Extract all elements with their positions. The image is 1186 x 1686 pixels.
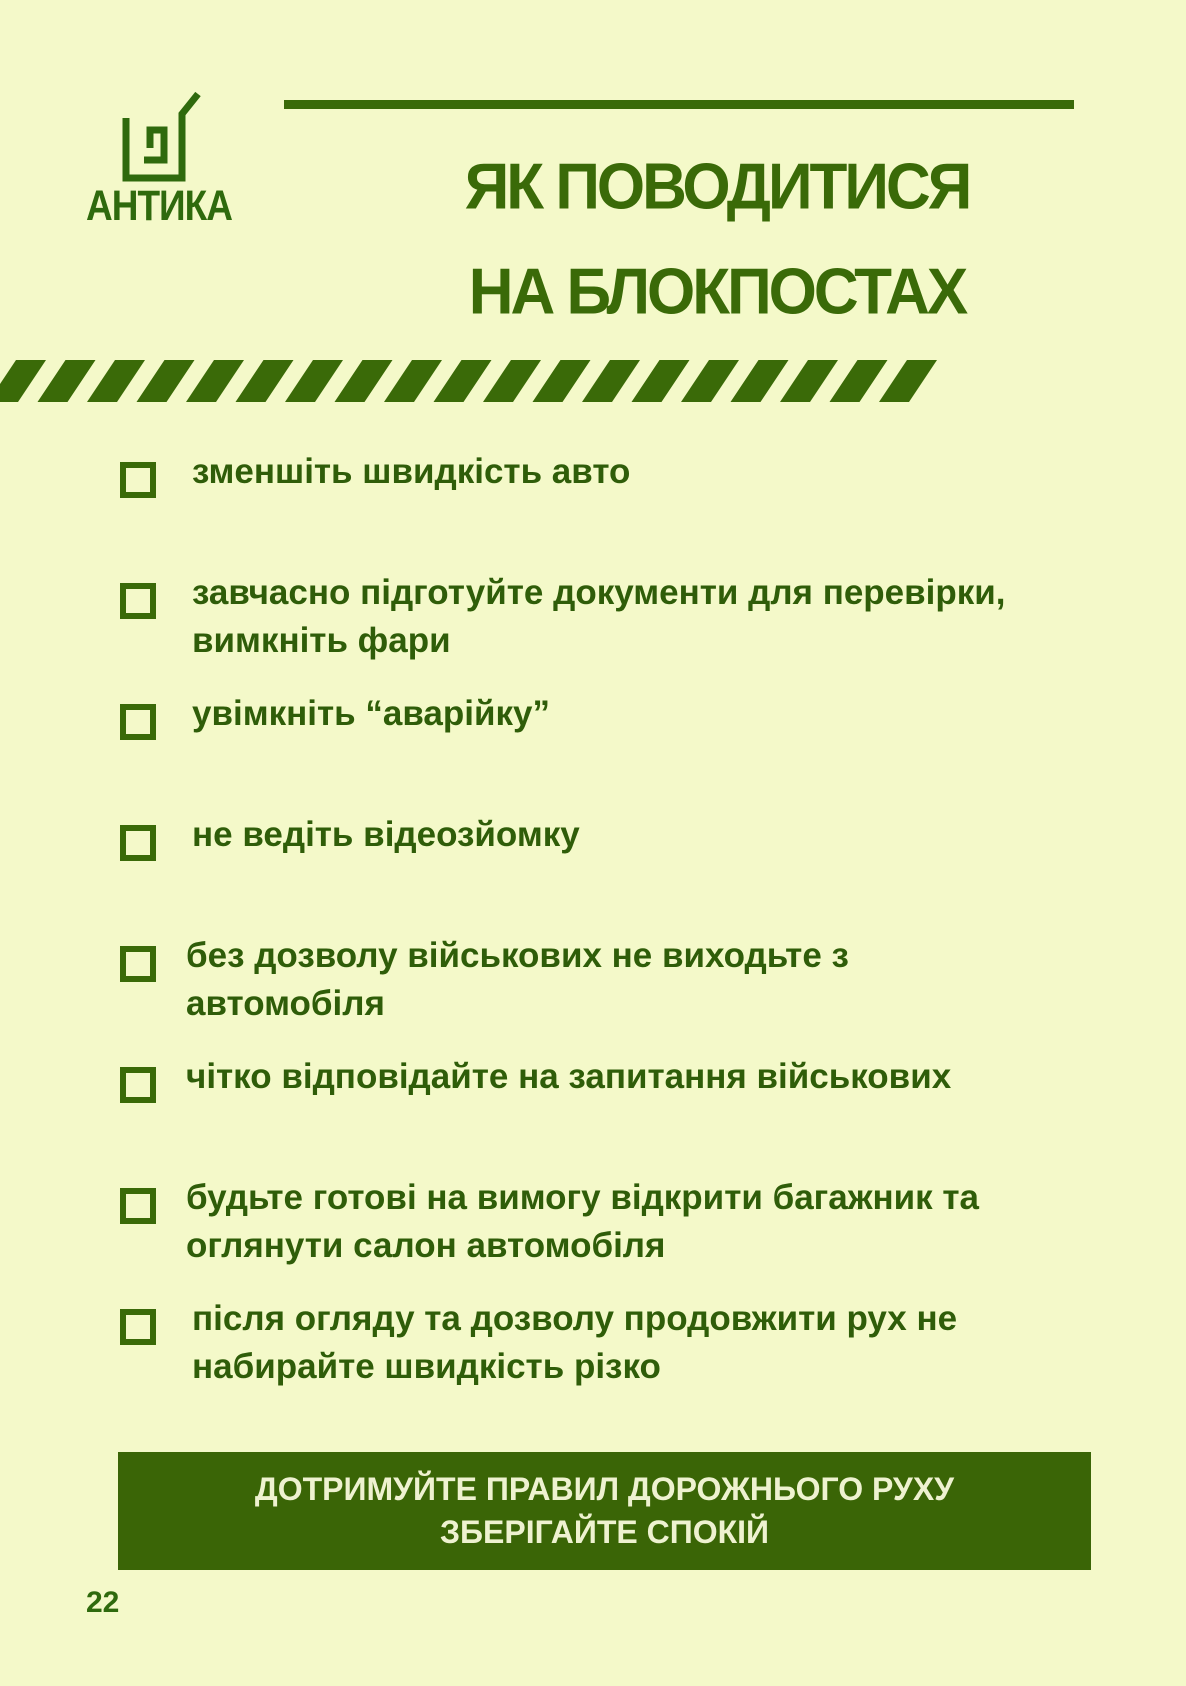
hazard-stripe xyxy=(384,360,442,402)
hazard-stripe xyxy=(483,360,541,402)
checklist-item-text: після огляду та дозволу продовжити рух не набирайте швидкість різко xyxy=(192,1299,958,1386)
checkbox[interactable] xyxy=(120,1188,156,1224)
banner-line2: ЗБЕРІГАЙТЕ СПОКІЙ xyxy=(439,1514,770,1550)
hazard-stripe xyxy=(780,360,838,402)
checkbox[interactable] xyxy=(120,825,156,861)
antika-logo-icon xyxy=(122,90,222,186)
hazard-stripes xyxy=(0,360,940,402)
hazard-stripe xyxy=(879,360,937,402)
hazard-stripe xyxy=(731,360,789,402)
banner-line1: ДОТРИМУЙТЕ ПРАВИЛ ДОРОЖНЬОГО РУХУ xyxy=(254,1471,955,1507)
checkbox[interactable] xyxy=(120,946,156,982)
checklist-item-text: увімкніть “аварійку” xyxy=(192,694,550,733)
checklist-item-text: будьте готові на вимогу відкрити багажник та оглянути салон автомобіля xyxy=(186,1178,980,1265)
page-number: 22 xyxy=(86,1586,120,1619)
page-title xyxy=(430,135,1004,345)
hazard-stripe xyxy=(137,360,195,402)
hazard-stripe xyxy=(38,360,96,402)
title-rule xyxy=(284,100,1074,109)
hazard-stripe xyxy=(632,360,690,402)
checklist-item-text: не ведіть відеозйомку xyxy=(192,815,580,854)
hazard-stripe xyxy=(186,360,244,402)
hazard-stripe xyxy=(582,360,640,402)
checklist-item-text: зменшіть швидкість авто xyxy=(192,452,631,491)
checklist-item-text: завчасно підготуйте документи для перевірки, вимкніть фари xyxy=(192,573,1006,660)
hazard-stripe xyxy=(87,360,145,402)
checklist-item-text: чітко відповідайте на запитання військових xyxy=(186,1057,952,1096)
page-title-line1: ЯК ПОВОДИТИСЯ xyxy=(464,150,970,224)
hazard-stripe xyxy=(533,360,591,402)
checkbox[interactable] xyxy=(120,1309,156,1345)
checklist-item-text: без дозволу військових не виходьте з автомобіля xyxy=(186,936,849,1023)
checkbox[interactable] xyxy=(120,704,156,740)
hazard-stripe xyxy=(285,360,343,402)
hazard-stripe xyxy=(236,360,294,402)
hazard-stripe xyxy=(0,360,46,402)
page-title-line2: НА БЛОКПОСТАХ xyxy=(468,255,966,329)
hazard-stripe xyxy=(830,360,888,402)
checkbox[interactable] xyxy=(120,583,156,619)
reminder-banner xyxy=(118,1452,1091,1570)
hazard-stripe xyxy=(434,360,492,402)
brand-logo xyxy=(84,90,244,230)
hazard-stripe xyxy=(335,360,393,402)
hazard-stripe xyxy=(681,360,739,402)
checkbox[interactable] xyxy=(120,462,156,498)
checkbox[interactable] xyxy=(120,1067,156,1103)
logo-text: АНТИКА xyxy=(86,182,232,230)
